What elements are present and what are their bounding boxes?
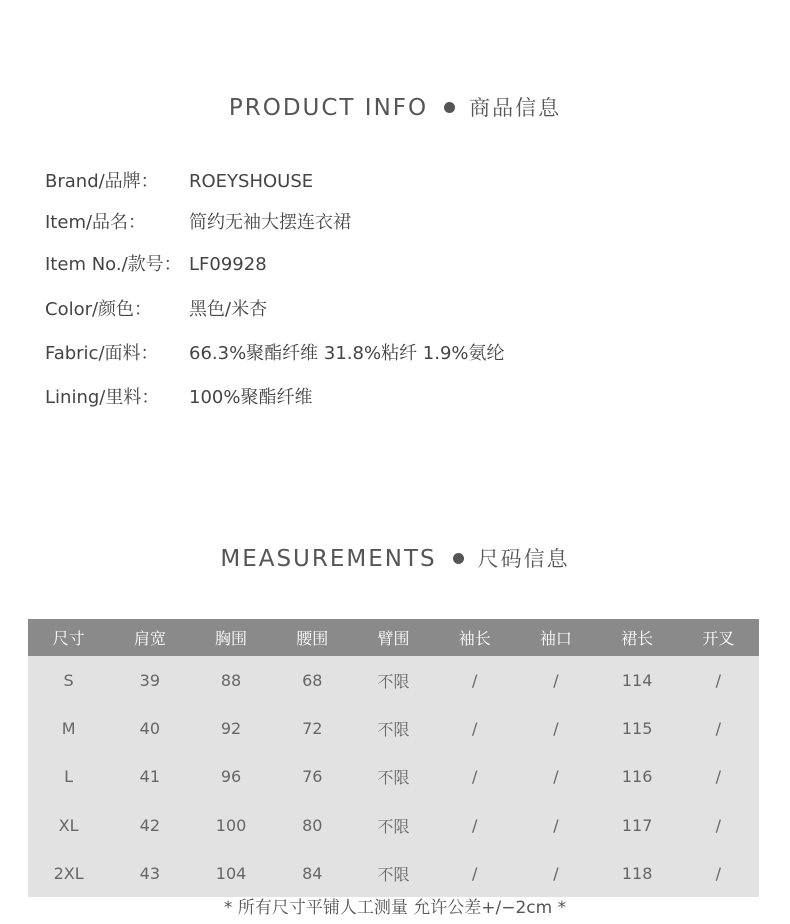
table-cell: /: [434, 704, 515, 752]
measurement-note: * 所有尺寸平铺人工测量 允许公差+/−2cm *: [223, 898, 567, 918]
column-header: 腰围: [272, 619, 353, 656]
table-cell: /: [678, 801, 759, 849]
table-cell: /: [678, 704, 759, 752]
table-cell: 104: [190, 849, 271, 897]
table-cell: 42: [109, 801, 190, 849]
table-cell: 不限: [353, 801, 434, 849]
table-cell: 92: [190, 704, 271, 752]
table-cell: /: [515, 704, 596, 752]
table-row: [28, 753, 759, 801]
table-cell: 68: [272, 656, 353, 704]
table-cell: 117: [597, 801, 678, 849]
table-cell: /: [515, 656, 596, 704]
info-row-brand: [45, 167, 313, 193]
column-header: 开叉: [678, 619, 759, 656]
measurements-heading: [0, 543, 790, 573]
info-value: 黑色/米杏: [189, 299, 268, 320]
column-header: 袖长: [434, 619, 515, 656]
table-cell: 不限: [353, 704, 434, 752]
table-cell: 116: [597, 753, 678, 801]
table-cell: 72: [272, 704, 353, 752]
table-cell: S: [28, 656, 109, 704]
table-row: [28, 656, 759, 704]
table-cell: 43: [109, 849, 190, 897]
product-info-heading: [0, 92, 790, 122]
product-info-heading-en: PRODUCT INFO: [228, 95, 429, 121]
table-header-row: [28, 619, 759, 656]
column-header: 臂围: [353, 619, 434, 656]
info-value: 100%聚酯纤维: [189, 387, 313, 408]
column-header: 胸围: [190, 619, 271, 656]
column-header: 裙长: [597, 619, 678, 656]
table-row: [28, 801, 759, 849]
table-cell: 96: [190, 753, 271, 801]
info-label: Lining/里料：: [45, 387, 160, 408]
info-value: ROEYSHOUSE: [189, 171, 314, 192]
bullet-dot-icon: [444, 102, 455, 113]
info-value: LF09928: [189, 254, 267, 275]
info-value: 66.3%聚酯纤维 31.8%粘纤 1.9%氨纶: [189, 343, 505, 364]
table-cell: 114: [597, 656, 678, 704]
info-label: Color/颜色：: [45, 299, 153, 320]
table-cell: 39: [109, 656, 190, 704]
info-row-item: [45, 208, 351, 234]
table-cell: 118: [597, 849, 678, 897]
info-label: Item/品名：: [45, 212, 147, 233]
table-cell: 不限: [353, 753, 434, 801]
table-cell: 不限: [353, 656, 434, 704]
table-cell: 2XL: [28, 849, 109, 897]
column-header: 肩宽: [109, 619, 190, 656]
table-cell: 100: [190, 801, 271, 849]
table-cell: /: [434, 656, 515, 704]
table-cell: M: [28, 704, 109, 752]
product-info-heading-zh: 商品信息: [469, 96, 562, 120]
measurements-heading-zh: 尺码信息: [477, 547, 570, 571]
column-header: 尺寸: [28, 619, 109, 656]
table-cell: 76: [272, 753, 353, 801]
table-cell: XL: [28, 801, 109, 849]
info-value: 简约无袖大摆连衣裙: [189, 212, 351, 233]
table-row: [28, 849, 759, 897]
table-cell: /: [434, 801, 515, 849]
table-cell: /: [678, 656, 759, 704]
table-cell: /: [515, 849, 596, 897]
bullet-dot-icon: [453, 553, 464, 564]
info-label: Brand/品牌：: [45, 171, 159, 192]
table-cell: 84: [272, 849, 353, 897]
info-row-lining: [45, 383, 312, 409]
column-header: 袖口: [515, 619, 596, 656]
table-cell: 80: [272, 801, 353, 849]
table-cell: 不限: [353, 849, 434, 897]
table-cell: 40: [109, 704, 190, 752]
table-cell: /: [515, 801, 596, 849]
table-cell: 41: [109, 753, 190, 801]
info-label: Item No./款号：: [45, 254, 182, 275]
table-cell: /: [515, 753, 596, 801]
info-row-fabric: [45, 339, 505, 365]
size-table: [28, 619, 759, 897]
table-cell: /: [678, 753, 759, 801]
table-cell: L: [28, 753, 109, 801]
table-cell: /: [434, 849, 515, 897]
table-cell: 115: [597, 704, 678, 752]
table-cell: /: [434, 753, 515, 801]
measurements-heading-en: MEASUREMENTS: [220, 546, 437, 572]
table-row: [28, 704, 759, 752]
table-cell: 88: [190, 656, 271, 704]
info-row-item-no: [45, 250, 267, 276]
table-cell: /: [678, 849, 759, 897]
info-row-color: [45, 295, 267, 321]
info-label: Fabric/面料：: [45, 343, 159, 364]
